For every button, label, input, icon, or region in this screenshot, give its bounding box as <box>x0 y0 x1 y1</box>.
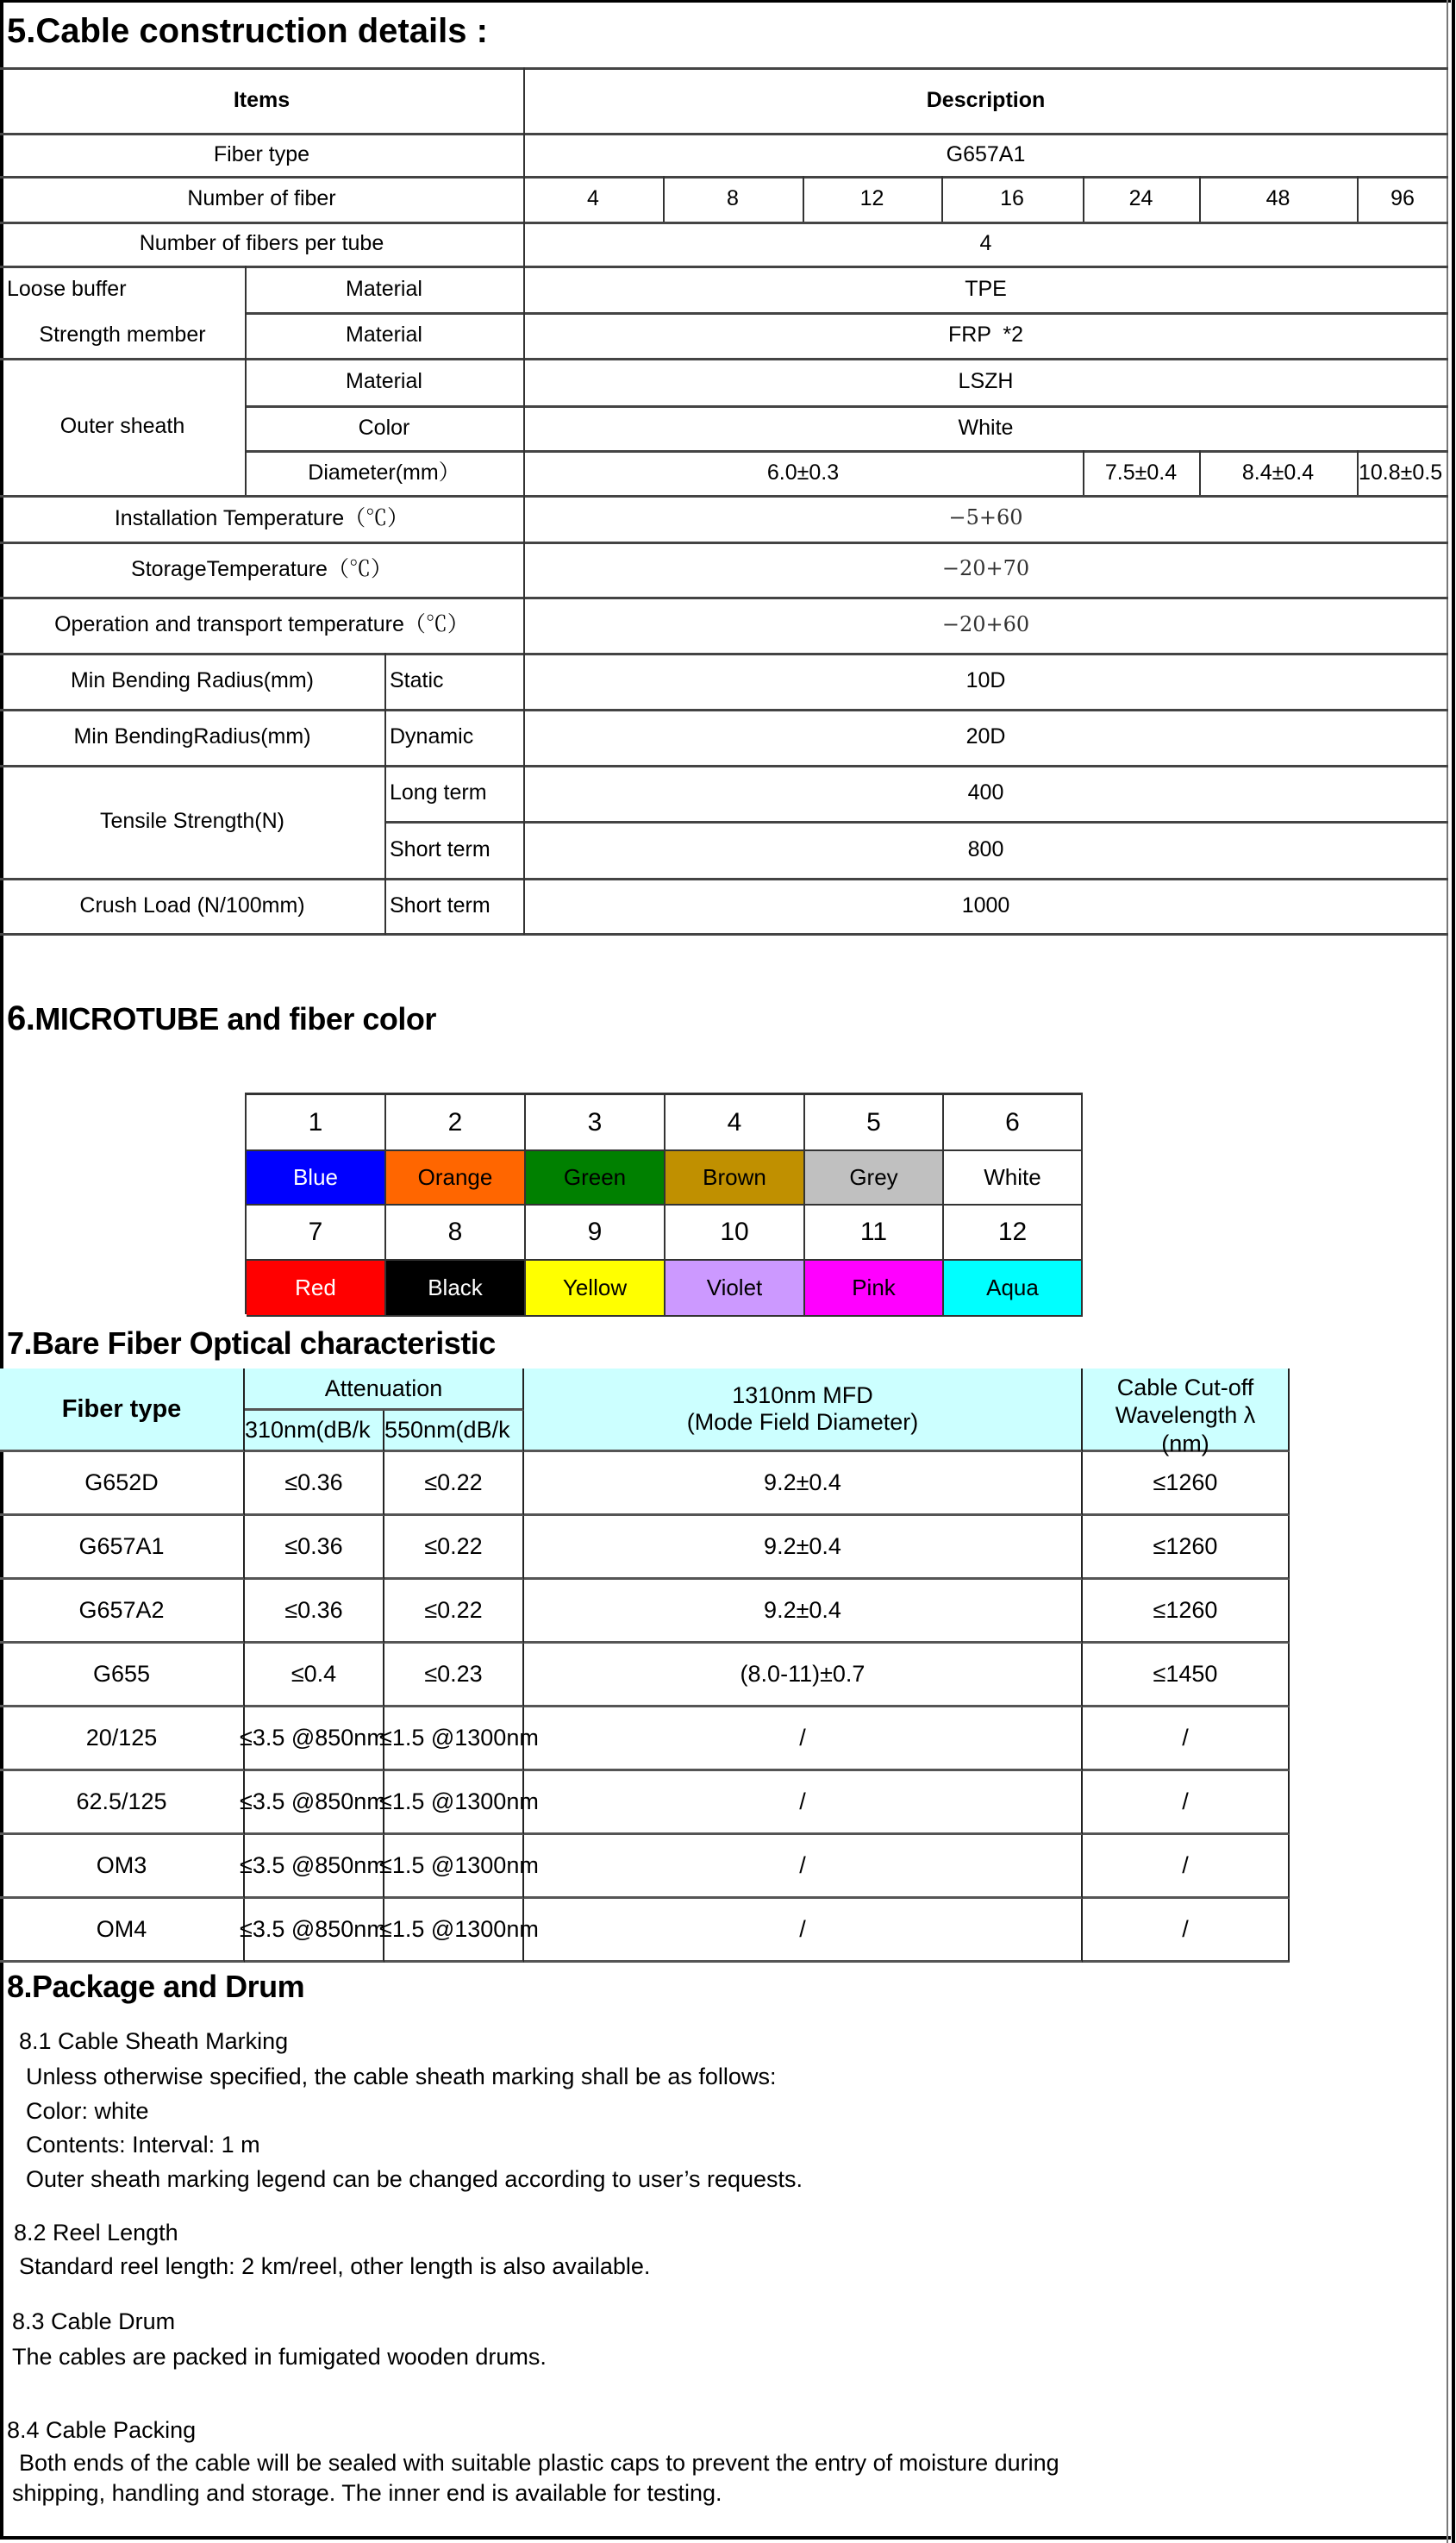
outer-sheath-material-value: LSZH <box>958 369 1014 394</box>
header-cutoff-line3: (nm) <box>1161 1430 1209 1456</box>
microtube-color-grey: Grey <box>805 1151 944 1206</box>
s81-line: Contents: Interval: 1 m <box>26 2132 260 2158</box>
storage-temp-value: −20+70 <box>941 556 1030 581</box>
microtube-color-aqua: Aqua <box>944 1261 1083 1317</box>
fiber-cell-cutoff: ≤1260 <box>1083 1452 1290 1516</box>
fiber-cell-a1550: ≤1.5 @1300nm <box>384 1899 524 1963</box>
header-att-1550: 550nm(dB/k <box>384 1411 524 1452</box>
fiber-count: 24 <box>1128 186 1153 211</box>
fiber-count: 4 <box>587 186 599 211</box>
microtube-number: 5 <box>805 1095 944 1151</box>
fiber-cell-type: 62.5/125 <box>0 1771 245 1835</box>
s81-line: Unless otherwise specified, the cable sheath marking shall be as follows: <box>26 2064 777 2089</box>
s84-line2: shipping, handling and storage. The inner end is available for testing. <box>12 2480 722 2506</box>
fiber-cell-mfd: / <box>524 1771 1083 1835</box>
min-bend-static-sub: Static <box>390 668 444 693</box>
microtube-number: 2 <box>386 1095 526 1151</box>
fiber-cell-type: OM3 <box>0 1835 245 1899</box>
strength-member-sub: Material <box>346 323 422 348</box>
header-att-1310: 310nm(dB/k <box>245 1411 384 1452</box>
s81-line: Outer sheath marking legend can be changed according to user’s requests. <box>26 2166 803 2192</box>
fiber-cell-mfd: (8.0-11)±0.7 <box>524 1644 1083 1707</box>
section6-title <box>7 999 436 1038</box>
fiber-cell-mfd: 9.2±0.4 <box>524 1452 1083 1516</box>
microtube-number: 12 <box>944 1206 1083 1261</box>
section6-title-num: 6. <box>7 999 35 1037</box>
s83-title: 8.3 Cable Drum <box>12 2308 176 2334</box>
fiber-cell-cutoff: / <box>1083 1771 1290 1835</box>
microtube-color-brown: Brown <box>666 1151 805 1206</box>
fiber-characteristic-table <box>0 1369 1290 1964</box>
tensile-long-sub: Long term <box>390 780 487 805</box>
section7-title: 7.Bare Fiber Optical characteristic <box>7 1325 496 1361</box>
fiber-cell-a1550: ≤0.23 <box>384 1644 524 1707</box>
microtube-number: 1 <box>247 1095 386 1151</box>
installation-temp-value: −5+60 <box>948 505 1023 530</box>
microtube-number: 9 <box>526 1206 666 1261</box>
header-description: Description <box>926 87 1046 112</box>
header-attenuation: Attenuation <box>245 1369 524 1411</box>
header-cutoff-line1: Cable Cut-off <box>1116 1375 1254 1400</box>
header-mfd-line1: 1310nm MFD <box>732 1382 873 1408</box>
fiber-cell-mfd: / <box>524 1707 1083 1771</box>
outer-sheath-label: Outer sheath <box>59 414 185 439</box>
section8-title: 8.Package and Drum <box>7 1969 305 2004</box>
fiber-cell-a1310: ≤3.5 @850nm <box>245 1835 384 1899</box>
tensile-short-sub: Short term <box>390 836 491 861</box>
fiber-cell-type: G657A2 <box>0 1580 245 1644</box>
microtube-number: 11 <box>805 1206 944 1261</box>
loose-buffer-value: TPE <box>965 276 1007 301</box>
microtube-color-black: Black <box>386 1261 526 1317</box>
fiber-cell-a1310: ≤0.36 <box>245 1452 384 1516</box>
header-items: Items <box>233 87 291 112</box>
min-bend-dynamic-label: Min BendingRadius(mm) <box>73 724 311 749</box>
fiber-cell-cutoff: ≤1260 <box>1083 1580 1290 1644</box>
microtube-color-green: Green <box>526 1151 666 1206</box>
microtube-color-white: White <box>944 1151 1083 1206</box>
fiber-cell-mfd: 9.2±0.4 <box>524 1580 1083 1644</box>
fiber-cell-cutoff: ≤1260 <box>1083 1516 1290 1580</box>
fiber-cell-a1310: ≤3.5 @850nm <box>245 1707 384 1771</box>
microtube-color-red: Red <box>247 1261 386 1317</box>
outer-sheath-diameter-sub: Diameter(mm） <box>308 460 460 485</box>
crush-label: Crush Load (N/100mm) <box>79 893 305 918</box>
fiber-count: 8 <box>727 186 739 211</box>
page-border-right-outer <box>1452 0 1455 2543</box>
diameter-value: 6.0±0.3 <box>766 460 840 485</box>
header-cutoff-line2: Wavelength λ <box>1115 1402 1256 1429</box>
tensile-long-value: 400 <box>967 780 1004 805</box>
fiber-cell-cutoff: ≤1450 <box>1083 1644 1290 1707</box>
microtube-number: 4 <box>666 1095 805 1151</box>
microtube-number: 8 <box>386 1206 526 1261</box>
fibers-per-tube-value: 4 <box>979 231 992 256</box>
fiber-cell-a1550: ≤0.22 <box>384 1516 524 1580</box>
diameter-value: 7.5±0.4 <box>1104 460 1178 485</box>
operation-temp-label: Operation and transport temperature（℃） <box>54 612 469 637</box>
strength-member-value: FRP *2 <box>947 323 1024 348</box>
fiber-cell-mfd: / <box>524 1835 1083 1899</box>
fiber-cell-type: OM4 <box>0 1899 245 1963</box>
storage-temp-label: StorageTemperature（℃） <box>131 556 392 581</box>
microtube-number: 6 <box>944 1095 1083 1151</box>
fiber-cell-a1550: ≤1.5 @1300nm <box>384 1771 524 1835</box>
s82-title: 8.2 Reel Length <box>14 2220 178 2245</box>
operation-temp-value: −20+60 <box>941 611 1030 636</box>
fiber-count: 16 <box>1000 186 1024 211</box>
fibers-per-tube-label: Number of fibers per tube <box>139 231 384 256</box>
microtube-color-blue: Blue <box>247 1151 386 1206</box>
diameter-value: 10.8±0.5 <box>1359 460 1443 485</box>
fiber-cell-a1550: ≤0.22 <box>384 1580 524 1644</box>
fiber-cell-a1310: ≤3.5 @850nm <box>245 1899 384 1963</box>
fiber-cell-type: 20/125 <box>0 1707 245 1771</box>
s81-title: 8.1 Cable Sheath Marking <box>19 2028 289 2054</box>
fiber-cell-mfd: / <box>524 1899 1083 1963</box>
outer-sheath-material-sub: Material <box>346 369 422 394</box>
fiber-cell-a1310: ≤0.4 <box>245 1644 384 1707</box>
construction-table <box>0 67 1448 935</box>
s84-title: 8.4 Cable Packing <box>7 2417 197 2443</box>
outer-sheath-color-value: White <box>958 415 1014 440</box>
strength-member-label: Strength member <box>39 323 206 348</box>
outer-sheath-color-sub: Color <box>358 415 410 440</box>
microtube-color-table <box>245 1093 1083 1314</box>
fiber-cell-a1310: ≤0.36 <box>245 1580 384 1644</box>
microtube-color-orange: Orange <box>386 1151 526 1206</box>
microtube-number: 3 <box>526 1095 666 1151</box>
header-fiber-type: Fiber type <box>0 1369 245 1452</box>
s82-text: Standard reel length: 2 km/reel, other length is also available. <box>19 2253 651 2279</box>
fiber-cell-type: G655 <box>0 1644 245 1707</box>
fiber-cell-type: G652D <box>0 1452 245 1516</box>
header-cutoff <box>1083 1369 1290 1456</box>
fiber-cell-a1550: ≤0.22 <box>384 1452 524 1516</box>
hline <box>0 933 1448 936</box>
crush-sub: Short term <box>390 893 491 918</box>
header-mfd-line2: (Mode Field Diameter) <box>686 1409 919 1435</box>
installation-temp-label: Installation Temperature（℃） <box>114 505 409 530</box>
loose-buffer-sub: Material <box>346 276 422 301</box>
fiber-type-label: Fiber type <box>213 141 310 166</box>
fiber-count: 48 <box>1265 186 1290 211</box>
fiber-cell-cutoff: / <box>1083 1899 1290 1963</box>
tensile-label: Tensile Strength(N) <box>100 809 284 834</box>
section5-title: 5.Cable construction details : <box>7 12 488 50</box>
header-mfd <box>524 1369 1083 1452</box>
microtube-color-violet: Violet <box>666 1261 805 1317</box>
fiber-count: 96 <box>1390 186 1415 211</box>
min-bend-static-value: 10D <box>965 668 1006 693</box>
fiber-cell-a1550: ≤1.5 @1300nm <box>384 1835 524 1899</box>
microtube-number: 10 <box>666 1206 805 1261</box>
fiber-cell-mfd: 9.2±0.4 <box>524 1516 1083 1580</box>
fiber-cell-cutoff: / <box>1083 1835 1290 1899</box>
microtube-color-pink: Pink <box>805 1261 944 1317</box>
fiber-count: 12 <box>859 186 884 211</box>
section6-title-text: MICROTUBE and fiber color <box>34 1001 436 1037</box>
crush-value: 1000 <box>961 893 1010 918</box>
fiber-cell-a1310: ≤0.36 <box>245 1516 384 1580</box>
s81-line: Color: white <box>26 2098 149 2124</box>
fiber-cell-a1310: ≤3.5 @850nm <box>245 1771 384 1835</box>
loose-buffer-label: Loose buffer <box>7 276 127 301</box>
s84-line1: Both ends of the cable will be sealed with suitable plastic caps to prevent the entry of moisture during <box>19 2450 1059 2476</box>
microtube-number: 7 <box>247 1206 386 1261</box>
s83-text: The cables are packed in fumigated wooden drums. <box>12 2344 547 2370</box>
fiber-cell-a1550: ≤1.5 @1300nm <box>384 1707 524 1771</box>
microtube-color-yellow: Yellow <box>526 1261 666 1317</box>
number-of-fiber-label: Number of fiber <box>187 186 336 211</box>
fiber-type-value: G657A1 <box>946 141 1026 166</box>
min-bend-dynamic-value: 20D <box>965 724 1006 749</box>
min-bend-static-label: Min Bending Radius(mm) <box>70 668 315 693</box>
tensile-short-value: 800 <box>967 836 1004 861</box>
diameter-value: 8.4±0.4 <box>1241 460 1315 485</box>
fiber-cell-type: G657A1 <box>0 1516 245 1580</box>
min-bend-dynamic-sub: Dynamic <box>390 724 474 749</box>
fiber-cell-cutoff: / <box>1083 1707 1290 1771</box>
